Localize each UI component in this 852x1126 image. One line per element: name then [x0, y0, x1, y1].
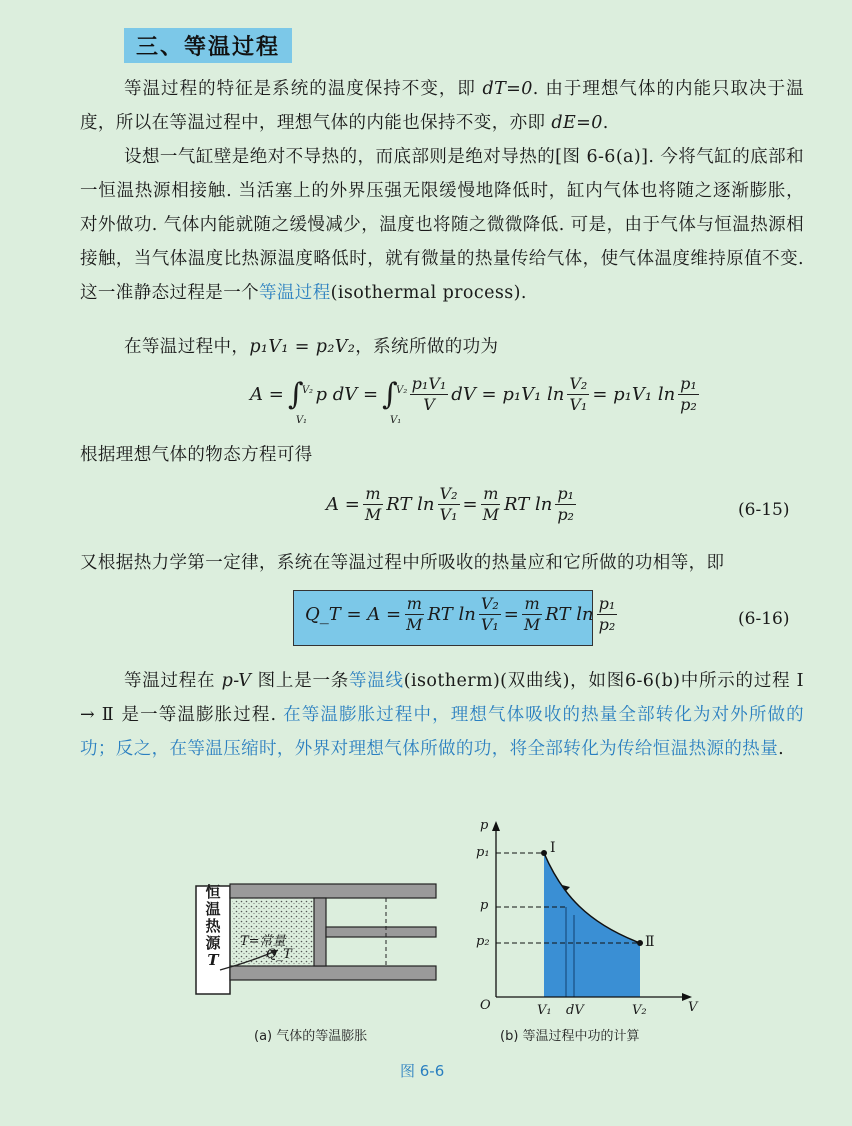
p1-text-b: . 由于理想气体的内能只取决于温度，所以在等温过程中，理想气体的内能也保持不变，亦即 [80, 79, 805, 133]
eq16-m: m [406, 594, 422, 613]
eq16-p2: p₂ [598, 615, 616, 634]
x-tick-v2: V₂ [632, 1003, 647, 1018]
fraction-v2-over-v1 [438, 484, 460, 525]
state-point-2 [637, 940, 643, 946]
paragraph-isothermal-definition [80, 72, 804, 140]
fraction-m-over-M [404, 594, 424, 635]
fraction-p1-over-p2 [597, 594, 618, 635]
equation-6-16 [305, 594, 620, 635]
eq16-rt2: RT ln [545, 604, 594, 625]
figure-number: 图 6-6 [400, 1062, 445, 1080]
f2-den: V₁ [569, 395, 588, 414]
state-label-2: Ⅱ [645, 934, 655, 950]
p6-pv: p-V [221, 671, 252, 691]
p6-end: . [778, 739, 785, 759]
p-axis-label: p [480, 818, 489, 833]
p6-highlight: 在等温膨胀过程中，理想气体吸收的热量全部转化为对外所做的功；反之，在等温压缩时，外界对理想气体所做的功，将全部转化为传给恒温热源的热量 [80, 705, 804, 759]
eq-work-lhs: A = [250, 384, 284, 405]
int1-lower: V₁ [295, 414, 308, 426]
eq16-lhs: Q_T = A = [305, 604, 402, 625]
figure-b-caption: (b) 等温过程中功的计算 [500, 1029, 640, 1044]
p1-de: dE=0 [551, 113, 603, 133]
x-tick-dv: dV [566, 1003, 584, 1018]
int2-tail: dV = p₁V₁ ln [451, 384, 565, 405]
p2-english: (isothermal process). [330, 283, 527, 303]
term-isothermal-process: 等温过程 [259, 283, 331, 303]
eq15-p1: p₁ [557, 484, 574, 503]
eq15-rt: RT ln [386, 494, 435, 515]
gas-temperature-label: T=常量 [240, 934, 286, 949]
p3-text-a: 在等温过程中， [124, 337, 250, 357]
fraction-p1-over-p2 [555, 484, 576, 525]
y-tick-p: p [480, 898, 489, 913]
source-char-2: 温 [205, 900, 221, 918]
state-point-1 [541, 850, 547, 856]
source-char-4: 源 [205, 934, 221, 952]
fraction-p1-over-p2 [678, 374, 699, 415]
equation-6-15 [326, 484, 579, 525]
source-char-3: 热 [205, 917, 221, 935]
eq16-v1: V₁ [480, 615, 499, 634]
paragraph-cylinder-setup [80, 140, 804, 310]
eq15-M2: M [482, 505, 499, 524]
p6-text-b: 图上是一条 [251, 671, 349, 691]
fraction-v2-over-v1 [479, 594, 501, 635]
work-area [544, 853, 640, 997]
cylinder-top-wall [230, 884, 436, 898]
eq16-M: M [406, 615, 423, 634]
p1-text-c: . [602, 113, 609, 133]
p3-condition: p₁V₁ = p₂V₂ [249, 337, 356, 357]
f2-num: V₂ [569, 374, 588, 393]
integral-sign-1: ∫ V₂ V₁ [288, 380, 304, 410]
figure-b-pv-diagram [470, 815, 700, 1015]
equation-number-6-15: (6-15) [738, 500, 790, 520]
eq16-v2: V₂ [480, 594, 499, 613]
frac-num: p₁V₁ [411, 374, 447, 393]
v-axis-label: V [688, 1000, 698, 1015]
equation-work-integral [250, 374, 702, 426]
p6-text-c: (isotherm)(双曲线)，如图6-6(b)中所示的过程 Ⅰ → Ⅱ 是一等温膨胀过程. [80, 671, 804, 725]
f3-num: p₁ [680, 374, 697, 393]
piston-rod [326, 927, 436, 937]
origin-label: O [480, 998, 491, 1013]
p1-dt: dT=0 [482, 79, 533, 99]
eq16-p1: p₁ [598, 594, 616, 613]
eq15-m2: m [483, 484, 499, 503]
paragraph-first-law: 又根据热力学第一定律，系统在等温过程中所吸收的热量应和它所做的功相等，即 [80, 553, 725, 573]
eq15-equals: = [462, 494, 478, 515]
source-char-1: 恒 [205, 883, 221, 901]
y-tick-p1: p₁ [476, 845, 490, 860]
fraction-m-over-M-2 [481, 484, 501, 525]
p-axis-arrow [492, 821, 500, 831]
eq15-m: m [365, 484, 381, 503]
term-isotherm: 等温线 [349, 671, 404, 691]
frac-den: V [423, 395, 435, 414]
fraction-m-over-M-2 [522, 594, 542, 635]
state-label-1: Ⅰ [550, 840, 556, 856]
eq15-lhs: A = [326, 494, 360, 515]
integral-sign-2: ∫ V₂ V₁ [382, 380, 398, 410]
int1-body: p dV = [315, 384, 379, 405]
eq15-p2: p₂ [557, 505, 574, 524]
y-tick-p2: p₂ [476, 934, 490, 949]
cylinder-bottom-wall [230, 966, 436, 980]
eq15-v1: V₁ [439, 505, 458, 524]
fraction-p1v1-over-v [410, 374, 449, 415]
int2-lower: V₁ [390, 414, 402, 426]
p6-text-a: 等温过程在 [124, 671, 222, 691]
heat-label: Q_T [266, 947, 292, 962]
eq16-rt: RT ln [427, 604, 476, 625]
eq-work-mid: = p₁V₁ ln [592, 384, 676, 405]
heat-source-label [202, 884, 224, 969]
fraction-v2-over-v1 [567, 374, 589, 415]
section-heading: 三、等温过程 [124, 28, 292, 63]
figure-a-cylinder [190, 870, 440, 1000]
eq15-M: M [364, 505, 382, 524]
eq16-M2: M [523, 615, 541, 634]
fraction-m-over-M [363, 484, 383, 525]
eq16-m2: m [524, 594, 540, 613]
paragraph-work-intro [80, 330, 804, 364]
p2-text: 设想一气缸壁是绝对不导热的，而底部则是绝对导热的[图 6-6(a)]. 今将气缸的底部和一恒温热源相接触. 当活塞上的外界压强无限缓慢地降低时，缸内气体也将随之逐渐膨胀，对外做功. 气体内能就随之缓慢减少，温度也将随之微微降低. 可是，由于气体与恒温热源相接触，当气体温度比热源温度略低时，就有微量的热量传给气体，使气体温度维持原值不变. 这一准静态过程是一个 [80, 147, 804, 303]
source-temperature: T [207, 951, 219, 969]
eq15-rt2: RT ln [503, 494, 553, 515]
int1-upper: V₂ [301, 384, 314, 396]
p3-text-b: ，系统所做的功为 [355, 337, 499, 357]
x-tick-v1: V₁ [537, 1003, 552, 1018]
eq16-equals: = [503, 604, 519, 625]
equation-number-6-16: (6-16) [738, 609, 790, 629]
int2-upper: V₂ [396, 384, 408, 396]
paragraph-isotherm [80, 664, 804, 766]
p1-text-a: 等温过程的特征是系统的温度保持不变，即 [124, 79, 483, 99]
figure-a-caption: (a) 气体的等温膨胀 [254, 1029, 368, 1044]
paragraph-state-equation: 根据理想气体的物态方程可得 [80, 445, 313, 465]
piston [314, 898, 326, 966]
f3-den: p₂ [680, 395, 697, 414]
eq15-v2: V₂ [439, 484, 458, 503]
